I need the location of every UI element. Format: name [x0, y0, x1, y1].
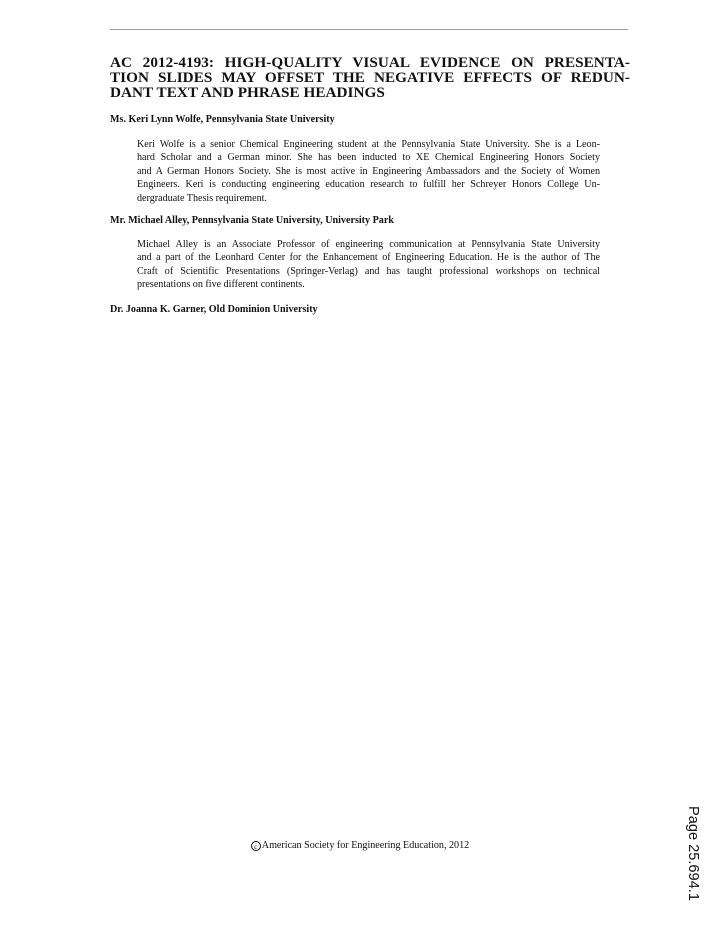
bio-line: and a part of the Leonhard Center for the Enhancement of Engineering Education. He is the author of The: [137, 252, 600, 264]
copyright-icon: c: [251, 841, 261, 851]
copyright-footer: [0, 839, 720, 852]
header-rule: [110, 29, 628, 30]
bio-line: Craft of Scientific Presentations (Springer-Verlag) and has taught professional workshops on technical: [137, 265, 600, 277]
bio-line: Keri Wolfe is a senior Chemical Engineering student at the Pennsylvania State University. She is a Leon-: [137, 139, 600, 150]
copyright-text: American Society for Engineering Education, 2012: [261, 840, 470, 851]
title-line-2: TION SLIDES MAY OFFSET THE NEGATIVE EFFECTS OF REDUN-: [110, 69, 630, 86]
author-bio-alley: [137, 238, 600, 292]
author-bio-wolfe: [137, 138, 600, 205]
bio-line: dergraduate Thesis requirement.: [137, 192, 267, 204]
title-line-3: DANT TEXT AND PHRASE HEADINGS: [110, 84, 385, 101]
bio-line: hard Scholar and a German minor. She has been inducted to XE Chemical Engineering Honors Society: [137, 152, 600, 164]
page-number-stamp: Page 25.694.1: [685, 806, 701, 901]
bio-line: and A German Honors Society. She is most active in Engineering Ambassadors and the Society of Women: [137, 165, 600, 177]
bio-line: presentations on five different continents.: [137, 279, 305, 291]
author-heading-alley: Mr. Michael Alley, Pennsylvania State University, University Park: [110, 215, 394, 226]
bio-line: Engineers. Keri is conducting engineering education research to fulfill her Schreyer Honors College Un-: [137, 179, 600, 191]
title-line-1: AC 2012-4193: HIGH-QUALITY VISUAL EVIDENCE ON PRESENTA-: [110, 54, 630, 71]
author-heading-garner: Dr. Joanna K. Garner, Old Dominion University: [110, 304, 318, 315]
author-heading-wolfe: Ms. Keri Lynn Wolfe, Pennsylvania State University: [110, 114, 335, 125]
bio-line: Michael Alley is an Associate Professor of engineering communication at Pennsylvania State University: [137, 239, 600, 250]
paper-title: [110, 55, 630, 100]
